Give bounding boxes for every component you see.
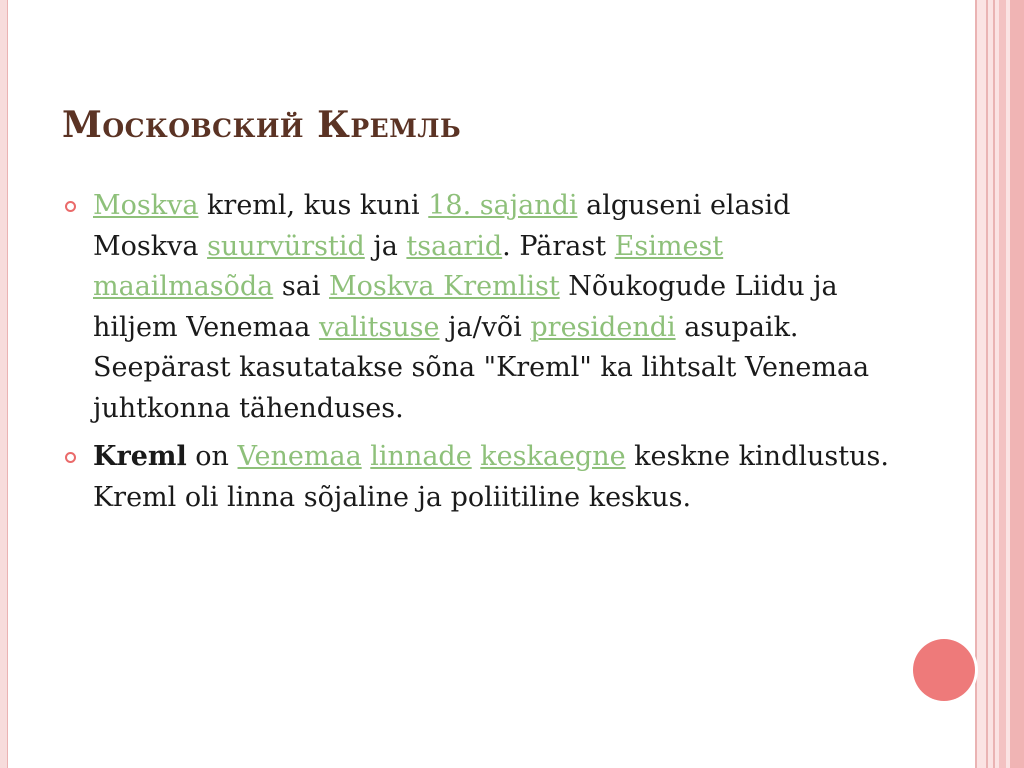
body-text: asupaik. Seepärast kasutatakse sõna "Kreml" ka lihtsalt Venemaa juhtkonna tähenduses. bbox=[93, 311, 870, 424]
hyperlink[interactable]: keskaegne bbox=[480, 441, 626, 472]
hyperlink[interactable]: presidendi bbox=[530, 311, 676, 343]
hyperlink[interactable]: Venemaa bbox=[237, 441, 362, 472]
circle-decoration bbox=[913, 639, 975, 701]
bold-term: Kreml bbox=[93, 441, 187, 472]
bullet-item bbox=[62, 186, 892, 429]
body-text bbox=[362, 441, 371, 472]
body-text: sai bbox=[273, 271, 330, 302]
bullet-item bbox=[62, 437, 892, 518]
slide-title: Московский Кремль bbox=[62, 104, 462, 146]
hyperlink[interactable]: suurvürstid bbox=[207, 230, 365, 262]
ring-bullet-icon bbox=[65, 452, 76, 463]
right-stripe bbox=[999, 0, 1006, 768]
body-text: keskne kindlustus. Kreml oli linna sõjaline ja poliitiline keskus. bbox=[93, 441, 889, 513]
hyperlink[interactable]: Moskva Kremlist bbox=[329, 271, 560, 302]
hyperlink[interactable]: Moskva bbox=[93, 190, 199, 221]
hyperlink[interactable]: linnade bbox=[370, 441, 472, 472]
body-text: kreml, kus kuni bbox=[198, 190, 429, 221]
right-stripe bbox=[1010, 0, 1024, 768]
ring-bullet-icon bbox=[65, 201, 76, 212]
body-text: on bbox=[186, 441, 238, 472]
body-text: ja bbox=[364, 230, 407, 262]
body-text: . Pärast bbox=[502, 230, 615, 262]
hyperlink[interactable]: tsaarid bbox=[406, 230, 503, 262]
body-text: ja/või bbox=[439, 311, 531, 343]
left-border-decoration bbox=[0, 0, 8, 768]
body-text: Nõukogude Liidu ja hiljem Venemaa bbox=[93, 271, 838, 343]
bullet-list bbox=[62, 186, 892, 526]
body-text bbox=[472, 441, 481, 472]
hyperlink[interactable]: valitsuse bbox=[318, 311, 440, 343]
hyperlink[interactable]: 18. sajandi bbox=[428, 190, 578, 221]
hyperlink[interactable]: Esimest maailmasõda bbox=[93, 230, 724, 302]
right-stripe bbox=[977, 0, 986, 768]
body-text: alguseni elasid Moskva bbox=[93, 190, 791, 262]
